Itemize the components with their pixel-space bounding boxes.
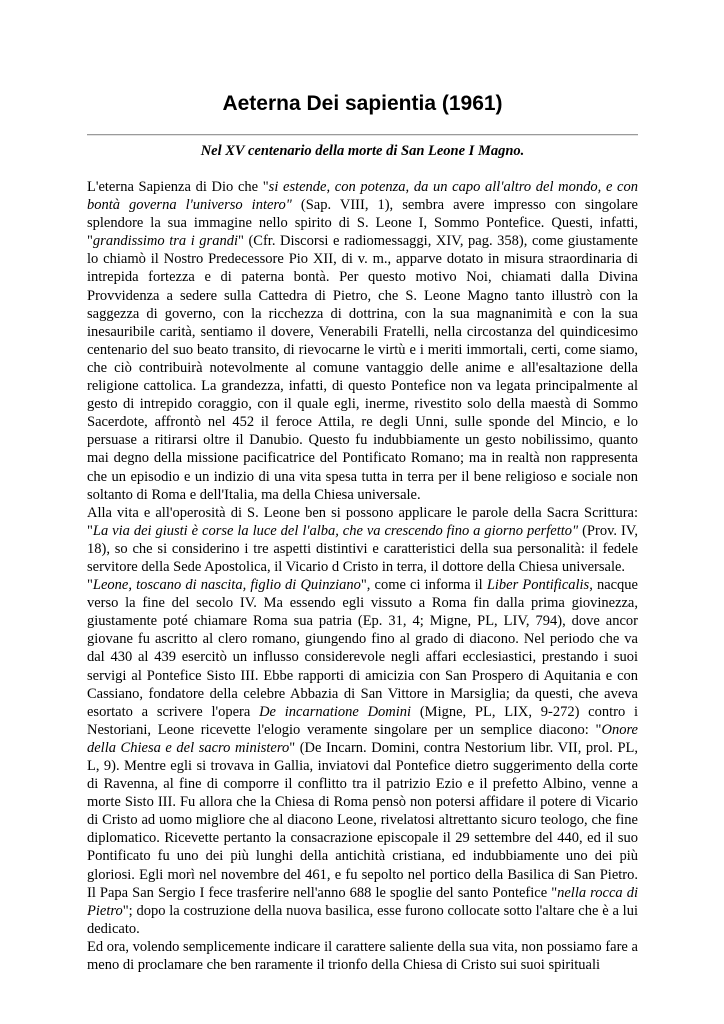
text-run: , nacque verso la fine del secolo IV. Ma essendo egli vissuto a Roma fin dalla prima giovinezza, giustamente poté chiamare Roma sua patria (Ep. 31, 4; Migne, PL, LIV, 794), dove ancor giovane fu ascritto al clero romano, giungendo fino al grado di diacono. Nel periodo che va dal 430 al 439 esercitò un influsso considerevole negli affari ecclesiastici, prestando i suoi servigi al Pontefice Sisto III. Ebbe rapporti di amicizia con San Prospero di Aquitania e con Cassiano, fondatore della celebre Abbazia di San Vittore in Marsiglia; da questi, che aveva esortato a scrivere l'opera [87,577,638,720]
document-body [87,178,638,974]
text-run: L'eterna Sapienza di Dio che " [87,179,269,195]
title-divider [87,134,638,136]
text-run: " (De Incarn. Domini, contra Nestorium libr. VII, prol. PL, L, 9). Mentre egli si trovava in Gallia, inviatovi dal Pontefice dietro suggerimento della corte di Ravenna, al fine di comporre il conflitto tra il patrizio Ezio e il prefetto Albino, venne a morte Sisto III. Fu allora che la Chiesa di Roma pensò non potersi affidare il potere di Vicario di Cristo ad uomo migliore che al diacono Leone, rivelatosi altrettanto sicuro teologo, che fine diplomatico. Ricevette pertanto la consacrazione episcopale il 29 settembre del 440, ed il suo Pontificato fu uno dei più lunghi della antichità cristiana, ed indubbiamente uno dei più gloriosi. Egli morì nel novembre del 461, e fu sepolto nel portico della Basilica di San Pietro. Il Papa San Sergio I fece trasferire nell'anno 688 le spoglie del santo Pontefice " [87,739,638,901]
paragraph-2 [87,504,638,576]
text-run: " (Cfr. Discorsi e radiomessaggi, XIV, pag. 358), come giustamente lo chiamò il Nostro Predecessore Pio XII, di v. m., apparve dotato in misura straordinaria di intrepida fortezza e di paterna bontà. Per questo motivo Noi, chiamati dalla Divina Provvidenza a sedere sulla Cattedra di Pietro, che S. Leone Magno tanto illustrò con la saggezza di governo, con la ricchezza di dottrina, con la sua magnanimità e con la sua inesauribile carità, sentiamo il dovere, Venerabili Fratelli, nella circostanza del quindicesimo centenario del suo beato transito, di rievocarne le virtù e i meriti immortali, certi, come siamo, che ciò contribuirà notevolmente al comune vantaggio delle anime e all'esaltazione della religione cattolica. La grandezza, infatti, di questo Pontefice non va legata principalmente al gesto di intrepido coraggio, con il quale egli, inerme, rivestito solo della maestà di Sommo Sacerdote, affrontò nel 452 il feroce Attila, re degli Unni, sulle sponde del Mincio, e lo persuase a ritirarsi oltre il Danubio. Questo fu indubbiamente un gesto nobilissimo, quanto mai degno della missione pacificatrice del Pontificato Romano; ma in realtà non rappresenta che un episodio e un indizio di una vita spesa tutta in terra per il bene religioso e sociale non soltanto di Roma e dell'Italia, ma della Chiesa universale. [87,233,638,503]
text-run: (Prov. IV, 18), so che si considerino i tre aspetti distintivi e caratteristici della sua personalità: il fedele servitore della Sede Apostolica, il Vicario d Cristo in terra, il dottore della Chiesa universale. [87,522,638,575]
paragraph-4 [87,938,638,974]
quotation-greatest: grandissimo tra i grandi [92,233,238,250]
text-run: ", come ci informa il [360,577,487,594]
quotation-proverbs: La via dei giusti è corse la luce del l'alba, che va crescendo fino a giorno perfetto" [92,522,579,539]
text-run: "; dopo la costruzione della nuova basilica, esse furono collocate sotto l'altare che è a lui dedicato. [87,902,638,937]
quotation-liber: Leone, toscano di nascita, figlio di Quinziano [92,577,361,594]
text-run: (Sap. VIII, 1), sembra avere impresso con singolare splendore la sua immagine nello spirito di S. Leone I, Sommo Pontefice. Questi, infatti, " [87,197,638,250]
book-title-de-incarnatione: De incarnatione Domini [259,703,412,720]
text-run: (Migne, PL, LIX, 9-272) contro i Nestoriani, Leone ricevette l'elogio veramente singolare per un semplice diacono: " [87,703,638,738]
quotation-wisdom: si estende, con potenza, da un capo all'altro del mondo, e con bontà governa l'universo intero" [87,179,638,214]
text-run: Ed ora, volendo semplicemente indicare il carattere saliente della sua vita, non possiamo fare a meno di proclamare che ben raramente il trionfo della Chiesa di Cristo sui suoi spirituali [87,938,638,974]
paragraph-3 [87,576,638,938]
quotation-rocca: nella rocca di Pietro [87,884,638,919]
book-title-liber-pontificalis: Liber Pontificalis [486,577,590,594]
document-title: Aeterna Dei sapientia (1961) [222,92,503,115]
text-run: Alla vita e all'operosità di S. Leone ben si possono applicare le parole della Sacra Scrittura: " [87,504,638,539]
quotation-honor: Onore della Chiesa e del sacro ministero [87,721,638,756]
text-run: " [87,577,93,594]
document-subtitle: Nel XV centenario della morte di San Leone I Magno. [200,143,525,159]
document-page [87,0,638,974]
paragraph-1 [87,178,638,504]
